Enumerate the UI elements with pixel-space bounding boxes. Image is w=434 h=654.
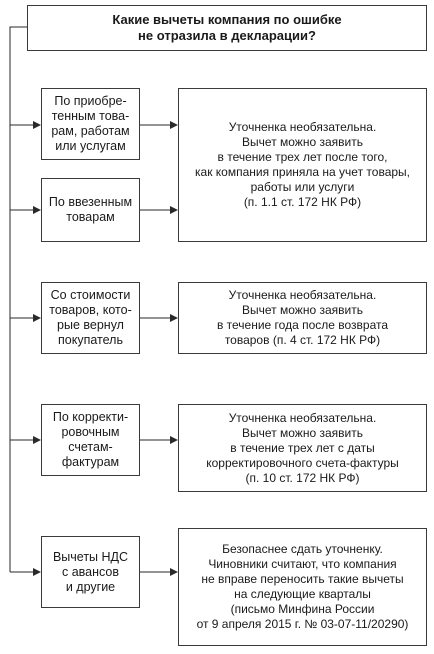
- category-box-purchased: [41, 88, 140, 160]
- outcome-box-one-year-after-return: [178, 282, 427, 354]
- category-box-returned: [41, 282, 140, 354]
- outcome-text: Уточненка необязательна. Вычет можно заявить в течение года после возврата товаров (п. 4 ст. 172 НК РФ): [216, 288, 389, 347]
- title-text: Какие вычеты компания по ошибке не отразила в декларации?: [112, 12, 342, 43]
- outcome-box-three-years-from-acceptance: [178, 88, 427, 242]
- category-box-advances: [41, 536, 140, 608]
- category-box-imported: [41, 178, 140, 242]
- category-label: По ввезенным товарам: [48, 195, 133, 224]
- outcome-box-three-years-from-invoice: [178, 404, 427, 492]
- outcome-text: Уточненка необязательна. Вычет можно заявить в течение трех лет с даты корректировочного счета-фактуры (п. 10 ст. 172 НК РФ): [206, 410, 399, 485]
- category-label: Вычеты НДС с авансов и другие: [52, 549, 129, 594]
- category-label: По приобре- тенным това- рам, работам или услугам: [51, 94, 130, 153]
- title-box: [27, 5, 427, 51]
- category-label: Со стоимости товаров, кото- рые вернул покупатель: [49, 288, 132, 347]
- outcome-text: Уточненка необязательна. Вычет можно заявить в течение трех лет после того, как компания приняла на учет товары, работы или услуги (п. 1.1 ст. 172 НК РФ): [195, 120, 410, 209]
- category-label: По корректи- ровочным счетам- фактурам: [52, 410, 129, 469]
- category-box-corrective-invoices: [41, 404, 140, 476]
- outcome-text: Безопаснее сдать уточненку. Чиновники считают, что компания не вправе переносить такие вычеты на следующие кварталы (письмо Минфина России от 9 апреля 2015 г. № 03-07-11/20290): [196, 542, 409, 631]
- trunk-line: [10, 27, 27, 572]
- outcome-box-file-amendment: [178, 528, 427, 646]
